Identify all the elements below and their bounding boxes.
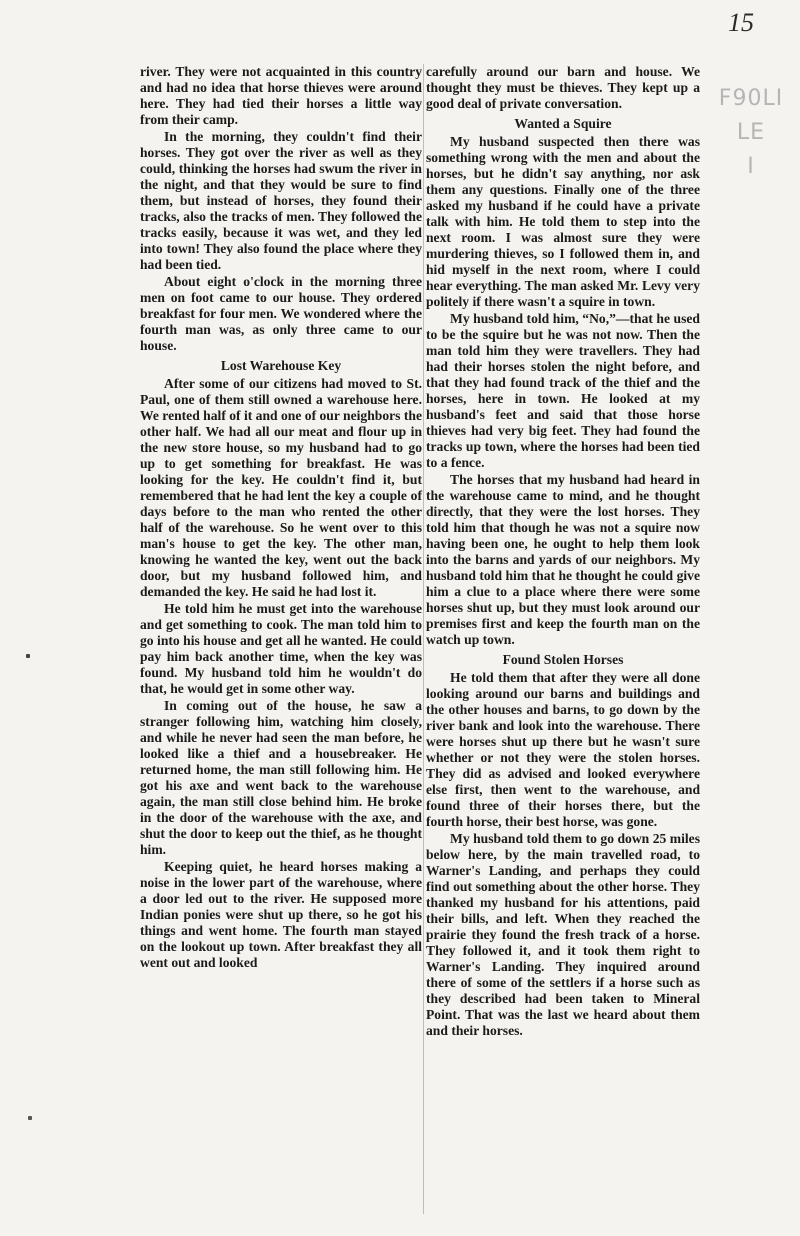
paragraph: After some of our citizens had moved to St. Paul, one of them still owned a warehouse here. We rented half of it and one of our neighbors the other half. We had all our meat and flour up in the new store house, so my husband had to go up to get something for breakfast. He was looking for the key. He couldn't find it, but remembered that he had lent the key a couple of days before to the man who rented the other half of the warehouse. So he went over to this man's house to get the key. The other man, knowing he wanted the key, went out the back door, but my husband followed him, and demanded the key. He said he had lost it.: [140, 376, 422, 599]
paragraph: In the morning, they couldn't find their horses. They got over the river as well as they could, thinking the horses had swum the river in the night, and that they would be sure to find them, but instead of horses, they found their tracks, also the tracks of men. They followed the tracks easily, because it was wet, and they led into town! They also found the place where they had been tied.: [140, 129, 422, 272]
paragraph: river. They were not acquainted in this country and had no idea that horse thieves were around here. They had tied their horses a little way from their camp.: [140, 64, 422, 127]
paragraph: In coming out of the house, he saw a stranger following him, watching him closely, and while he never had seen the man before, he looked like a thief and a housebreaker. He returned home, the man still following him. He got his axe and went back to the warehouse again, the man still close behind him. He broke in the door of the warehouse with the axe, and shut the door to keep out the thief, as he thought him.: [140, 698, 422, 857]
margin-note-2: LE: [736, 120, 766, 146]
scan-mark: [26, 654, 30, 658]
margin-note-1: F90LI: [718, 86, 784, 111]
paragraph: My husband told them to go down 25 miles below here, by the main travelled road, to Warner's Landing, and perhaps they could find out something about the other horse. They thanked my husband for his attentions, paid their bills, and left. When they reached the prairie they found the fresh track of a horse. They followed it, and it took them right to Warner's Landing. They inquired around there of some of the settlers if a horse such as they described had been taken to Mineral Point. That was the last we heard about them and their horses.: [426, 831, 700, 1038]
paragraph: He told him he must get into the warehouse and get something to cook. The man told him to go into his house and get all he wanted. He could pay him back another time, when the key was found. My husband told him he wouldn't do that, he would get in some other way.: [140, 601, 422, 696]
paragraph: Keeping quiet, he heard horses making a noise in the lower part of the warehouse, where a door led out to the river. He supposed more Indian ponies were shut up there, so he got his things and went home. The fourth man stayed on the lookout up town. After breakfast they all went out and looked: [140, 859, 422, 970]
margin-handwritten-notes: [706, 82, 796, 184]
paragraph: He told them that after they were all done looking around our barns and buildings and the other houses and barns, to go down by the river bank and look into the warehouse. There were horses shut up there but he wasn't sure whether or not they were the stolen horses. They did as advised and looked everywhere else first, then went to the warehouse, and found three of their horses there, but the fourth horse, their best horse, was gone.: [426, 670, 700, 829]
section-heading: Wanted a Squire: [514, 116, 612, 131]
section-heading: Lost Warehouse Key: [220, 358, 342, 373]
paragraph: About eight o'clock in the morning three men on foot came to our house. They ordered breakfast for four men. We wondered where the fourth man was, as only three came to our house.: [140, 274, 422, 353]
paragraph: carefully around our barn and house. We thought they must be thieves. They kept up a good deal of private conversation.: [426, 64, 700, 111]
right-column: [426, 64, 700, 1040]
margin-note-3: I: [747, 154, 755, 180]
paragraph: My husband suspected then there was something wrong with the men and about the horses, but he didn't say anything, nor ask them any questions. Finally one of the three asked my husband if he could have a private talk with him. He told them to step into the next room. I was almost sure they were murdering thieves, so I followed them in, and hid myself in the next room, where I could hear everything. The man asked Mr. Levy very politely if there wasn't a squire in town.: [426, 134, 700, 309]
page-number: 15: [728, 8, 754, 37]
scan-mark: [28, 1116, 32, 1120]
section-heading: Found Stolen Horses: [502, 652, 624, 667]
left-column: [140, 64, 422, 972]
paragraph: My husband told him, “No,”—that he used to be the squire but he was not now. Then the man told him they were travellers. They had had their horses stolen the night before, and that they had found track of the thief and the horses, here in town. He looked at my husband's feet and said that those horse thieves had very big feet. They had found the tracks up town, where the horses had been tied to a fence.: [426, 311, 700, 470]
paragraph: The horses that my husband had heard in the warehouse came to mind, and he thought directly, that they were the lost horses. They told him that though he was not a squire now having been one, he ought to help them look into the barns and yards of our neighbors. My husband told him that he thought he could give him a clue to a place where there were some horses shut up, but they must look around our premises first and keep the fourth man on the watch up town.: [426, 472, 700, 647]
column-divider: [423, 64, 424, 1214]
